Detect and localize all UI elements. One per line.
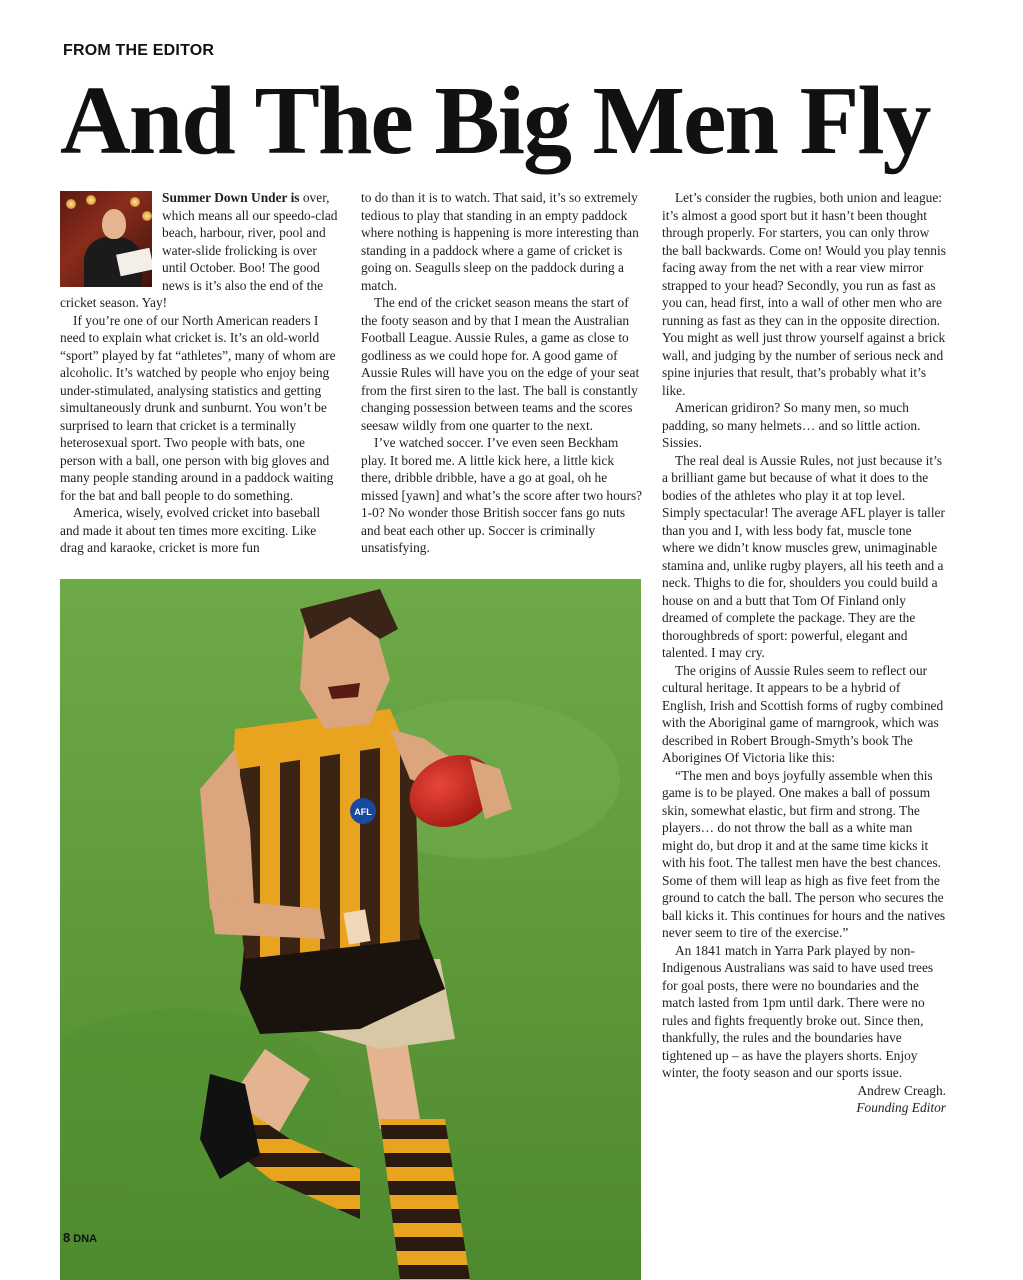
article-paragraph: American gridiron? So many men, so much padding, so many helmets… and so little action. Sissies.	[662, 400, 921, 450]
page-number: 8	[63, 1230, 71, 1245]
article-column-1	[60, 189, 342, 557]
section-kicker: FROM THE EDITOR	[63, 42, 215, 59]
author-title: Founding Editor	[856, 1100, 946, 1115]
article-column-3	[662, 189, 946, 1117]
footballer-photo	[60, 579, 641, 1280]
article-paragraph: The origins of Aussie Rules seem to reflect our cultural heritage. It appears to be a hybrid of English, Irish and Scottish forms of rugby combined with the Aboriginal game of marngrook, which was described in Robert Brough-Smyth’s book The Aborigines Of Victoria like this:	[662, 662, 944, 765]
article-paragraph: “The men and boys joyfully assemble when this game is to be played. One makes a ball of possum skin, somewhat elastic, but firm and strong. The players… do not throw the ball as a white man might do, but drop it and at the same time kicks it with his foot. The tallest men have the best chances. Some of them will leap as high as five feet from the ground to catch the ball. The person who secures the ball kicks it. This continues for hours and the natives never seem to tire of the exercise.”	[662, 767, 946, 940]
article-paragraph: The end of the cricket season means the start of the footy season and by that I mean the Australian Football League. Aussie Rules, a game as close to godliness as we could hope for. A good game of Aussie Rules will have you on the edge of your seat from the first siren to the last. The ball is constantly changing possession between teams and the scores seesaw wildly from one quarter to the next.	[361, 295, 640, 433]
page-folio	[63, 1230, 97, 1245]
author-name: Andrew Creagh.	[857, 1082, 946, 1098]
article-column-2	[361, 189, 643, 557]
afl-logo-text: AFL	[354, 807, 372, 817]
page-title: And The Big Men Fly	[60, 67, 930, 175]
article-paragraph: Let’s consider the rugbies, both union and league: it’s almost a good sport but it hasn’t been thought through properly. For starters, you can only throw the ball backwards. Come on! Would you play tennis facing away from the net with a rear view mirror strapped to your head? Secondly, you run as fast as you can, head first, into a wall of other men who are running as fast as they can in the opposite direction. You might as well just throw yourself against a brick wall, and judging by the number of serious neck and spine injuries that result, that’s probably what it’s like.	[662, 190, 946, 398]
article-paragraph: If you’re one of our North American readers I need to explain what cricket is. It’s an old-world “sport” played by fat “athletes”, many of whom are alcoholic. It’s watched by people who enjoy being under-stimulated, analysing statistics and getting simultaneously drunk and sunburnt. You won’t be surprised to learn that cricket is a terminally heterosexual sport. Two people with bats, one person with a ball, one person with big gloves and many people standing around in a paddock waiting for the bat and ball people to do something.	[60, 312, 336, 503]
article-paragraph: I’ve watched soccer. I’ve even seen Beckham play. It bored me. A little kick here, a little kick there, dribble dribble, have a go at goal, oh he missed [yawn] and what’s the score after two hours? 1-0? No wonder those British soccer fans go nuts and beat each other up. Soccer is criminally unsatisfying.	[361, 435, 643, 555]
editor-portrait	[60, 191, 152, 287]
article-paragraph: America, wisely, evolved cricket into baseball and made it about ten times more exciting. Like drag and karaoke, cricket is more fun	[60, 505, 321, 555]
magazine-name: DNA	[73, 1233, 98, 1245]
article-paragraph: The real deal is Aussie Rules, not just because it’s a brilliant game but because of what it does to the bodies of the athletes who play it at top level. Simply spectacular! The average AFL player is taller than you and I, with less body fat, muscle tone where we didn’t know muscles grew, unimaginable stamina and, unlike rugby players, all his teeth and a neck. Thighs to die for, shoulders you could build a house on and a butt that Tom Of Finland only dreamed of complete the package. They are the thoroughbreds of sport: powerful, elegant and talented. I may cry.	[662, 452, 945, 660]
lead-paragraph-text: over, which means all our speedo-clad beach, harbour, river, pool and water-slide frolicking is over until October. Boo! The good news is it’s also the end of the cricket season. Yay!	[60, 190, 338, 310]
lead-in: Summer Down Under is	[162, 190, 300, 205]
article-paragraph: to do than it is to watch. That said, it’s so extremely tedious to play that standing in an empty paddock where nothing is happening is more interesting than standing in a paddock where a game of cricket is going on. Seagulls sleep on the paddock during a match.	[361, 190, 639, 293]
article-paragraph: An 1841 match in Yarra Park played by non-Indigenous Australians was said to have used trees for goal posts, there were no boundaries and the match lasted from 1pm until dark. There were no rules and fights frequently broke out. Since then, thankfully, the rules and the boundaries have tightened up – as have the players shorts. Enjoy winter, the footy season and our sports issue.	[662, 942, 934, 1080]
